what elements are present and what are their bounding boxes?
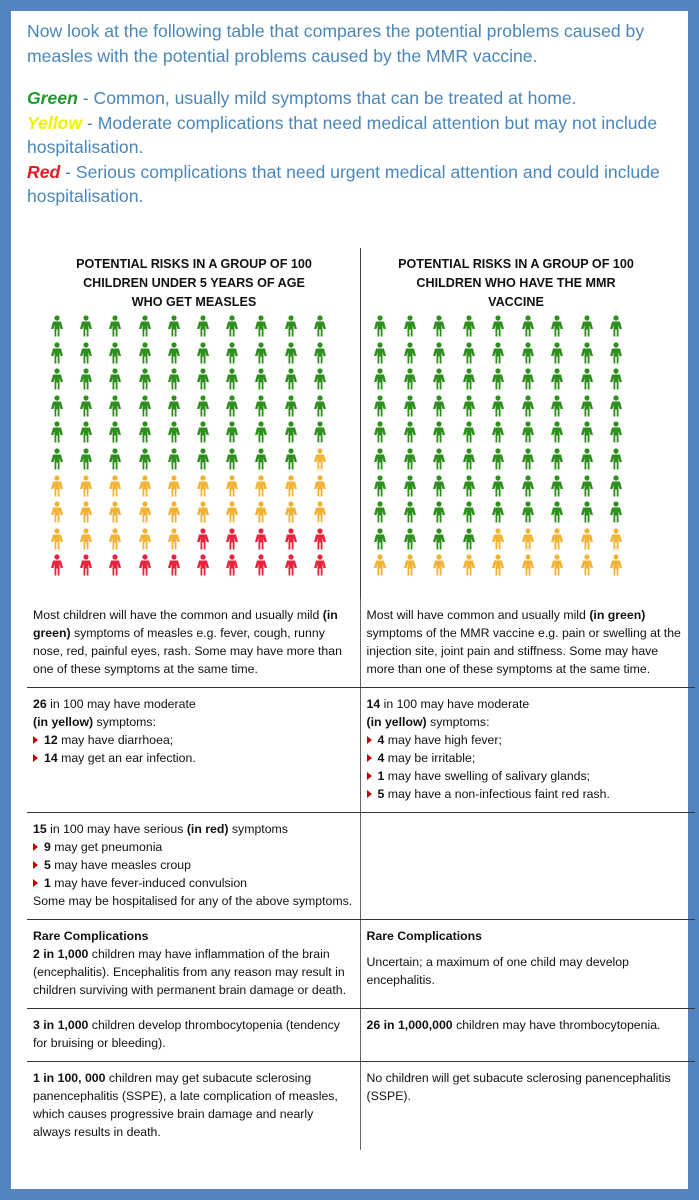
person-icon-green	[108, 368, 122, 390]
person-icon-yellow	[196, 501, 210, 523]
person-icon-green	[373, 342, 387, 364]
person-icon-yellow	[167, 475, 181, 497]
person-icon-red	[138, 554, 152, 576]
person-icon-green	[491, 342, 505, 364]
person-icon-green	[550, 342, 564, 364]
person-icon-green	[403, 421, 417, 443]
comparison-table	[27, 599, 695, 1150]
person-icon-green	[403, 395, 417, 417]
person-icon-red	[167, 554, 181, 576]
person-icon-yellow	[432, 554, 446, 576]
person-icon-green	[432, 501, 446, 523]
person-icon-green	[432, 315, 446, 337]
table-row	[27, 688, 695, 813]
person-icon-green	[373, 395, 387, 417]
person-icon-green	[138, 368, 152, 390]
person-icon-red	[284, 528, 298, 550]
person-icon-green	[167, 448, 181, 470]
list-item: 12 may have diarrhoea;	[33, 731, 354, 749]
person-icon-green	[50, 395, 64, 417]
person-icon-green	[609, 421, 623, 443]
person-icon-green	[609, 315, 623, 337]
table-row	[27, 599, 695, 688]
person-icon-green	[609, 448, 623, 470]
person-icon-yellow	[225, 475, 239, 497]
person-icon-yellow	[313, 501, 327, 523]
measles-thrombocytopenia-cell: 3 in 1,000 children develop thrombocytopenia (tendency for bruising or bleeding).	[27, 1009, 360, 1062]
bullet-arrow-icon	[33, 879, 38, 887]
bullet-arrow-icon	[33, 861, 38, 869]
list-item: 4 may have high fever;	[367, 731, 690, 749]
person-icon-green	[491, 501, 505, 523]
person-icon-green	[491, 421, 505, 443]
bullet-arrow-icon	[33, 754, 38, 762]
person-icon-yellow	[580, 528, 594, 550]
person-icon-green	[138, 315, 152, 337]
person-icon-yellow	[284, 501, 298, 523]
measles-sspe-cell: 1 in 100, 000 children may get subacute sclerosing panencephalitis (SSPE), a late complication of measles, which causes progressive brain damage and nearly always results in death.	[33, 1071, 338, 1139]
person-icon-green	[403, 342, 417, 364]
person-icon-green	[138, 342, 152, 364]
person-icon-yellow	[313, 448, 327, 470]
person-icon-green	[491, 395, 505, 417]
person-icon-yellow	[167, 501, 181, 523]
person-icon-yellow	[521, 554, 535, 576]
person-icon-green	[108, 395, 122, 417]
person-icon-green	[580, 342, 594, 364]
person-icon-green	[491, 368, 505, 390]
vaccine-moderate-cell: 14 in 100 may have moderate (in yellow) symptoms: 4 may have high fever; 4 may be irritable; 1 may have swelling of salivary glands; 5 may have a non-infectious faint red rash.	[360, 688, 695, 813]
bullet-arrow-icon	[367, 736, 372, 744]
person-icon-yellow	[373, 554, 387, 576]
person-icon-green	[225, 368, 239, 390]
person-icon-yellow	[254, 475, 268, 497]
person-icon-green	[167, 368, 181, 390]
person-icon-yellow	[138, 528, 152, 550]
person-icon-green	[254, 421, 268, 443]
person-icon-red	[225, 554, 239, 576]
person-icon-red	[50, 554, 64, 576]
person-icon-green	[432, 421, 446, 443]
person-icon-yellow	[225, 501, 239, 523]
person-icon-green	[550, 501, 564, 523]
person-icon-green	[50, 368, 64, 390]
list-item: 14 may get an ear infection.	[33, 749, 354, 767]
list-item: 4 may be irritable;	[367, 749, 690, 767]
person-icon-green	[521, 315, 535, 337]
person-icon-green	[167, 342, 181, 364]
person-icon-green	[225, 448, 239, 470]
measles-mild-cell: Most children will have the common and usually mild (in green) symptoms of measles e.g. fever, cough, runny nose, red, painful eyes, rash. Some may have more than one of these symptoms at the same time.	[27, 599, 360, 688]
table-row	[27, 1009, 695, 1062]
person-icon-green	[550, 315, 564, 337]
person-icon-green	[167, 421, 181, 443]
person-icon-green	[521, 501, 535, 523]
person-icon-green	[491, 315, 505, 337]
person-icon-green	[254, 315, 268, 337]
person-icon-yellow	[491, 528, 505, 550]
person-icon-green	[521, 395, 535, 417]
person-icon-yellow	[491, 554, 505, 576]
person-icon-yellow	[167, 528, 181, 550]
legend-yellow: Yellow - Moderate complications that need medical attention but may not include hospitalisation.	[27, 112, 658, 157]
person-icon-green	[138, 395, 152, 417]
vaccine-rare-cell: Rare Complications Uncertain; a maximum of one child may develop encephalitis.	[360, 920, 695, 1009]
bullet-arrow-icon	[367, 790, 372, 798]
person-icon-green	[50, 421, 64, 443]
legend-yellow-keyword: Yellow	[27, 112, 83, 133]
legend-red: Red - Serious complications that need urgent medical attention and could include hospitalisation.	[27, 161, 660, 206]
person-icon-green	[580, 395, 594, 417]
person-icon-green	[313, 368, 327, 390]
person-icon-yellow	[609, 528, 623, 550]
person-icon-green	[108, 421, 122, 443]
person-icon-red	[225, 528, 239, 550]
person-icon-green	[462, 342, 476, 364]
bullet-arrow-icon	[33, 736, 38, 744]
person-icon-green	[50, 315, 64, 337]
person-icon-green	[196, 395, 210, 417]
person-icon-green	[284, 448, 298, 470]
person-icon-red	[108, 554, 122, 576]
person-icon-green	[373, 421, 387, 443]
person-icon-green	[79, 448, 93, 470]
person-icon-green	[521, 475, 535, 497]
person-icon-green	[196, 421, 210, 443]
person-icon-green	[313, 315, 327, 337]
person-icon-yellow	[403, 554, 417, 576]
table-row	[27, 1062, 695, 1151]
person-icon-green	[373, 528, 387, 550]
person-icon-green	[373, 501, 387, 523]
person-icon-green	[373, 368, 387, 390]
person-icon-green	[521, 342, 535, 364]
table-row	[27, 920, 695, 1009]
person-icon-green	[225, 315, 239, 337]
person-icon-yellow	[550, 528, 564, 550]
person-icon-green	[462, 528, 476, 550]
person-icon-green	[609, 395, 623, 417]
bullet-arrow-icon	[367, 772, 372, 780]
person-icon-green	[284, 368, 298, 390]
person-icon-green	[462, 501, 476, 523]
bullet-arrow-icon	[367, 754, 372, 762]
person-icon-yellow	[521, 528, 535, 550]
right-column-heading: POTENTIAL RISKS IN A GROUP OF 100 CHILDREN WHO HAVE THE MMR VACCINE	[398, 257, 634, 309]
person-icon-red	[313, 554, 327, 576]
person-icon-green	[550, 395, 564, 417]
person-icon-green	[254, 448, 268, 470]
person-icon-yellow	[108, 528, 122, 550]
vaccine-mild-cell: Most will have common and usually mild (in green) symptoms of the MMR vaccine e.g. pain or swelling at the injection site, joint pain and stiffness. Some may have more than one of these symptoms at the same time.	[360, 599, 695, 688]
person-icon-green	[313, 342, 327, 364]
person-icon-green	[403, 501, 417, 523]
person-icon-yellow	[550, 554, 564, 576]
vaccine-thrombocytopenia-cell: 26 in 1,000,000 children may have thrombocytopenia.	[360, 1009, 695, 1062]
person-icon-green	[580, 368, 594, 390]
intro-text	[27, 19, 697, 209]
person-icon-green	[373, 475, 387, 497]
person-icon-green	[79, 368, 93, 390]
person-icon-green	[550, 368, 564, 390]
person-icon-green	[284, 395, 298, 417]
person-icon-green	[254, 368, 268, 390]
person-icon-green	[108, 315, 122, 337]
person-icon-yellow	[196, 475, 210, 497]
person-icon-green	[580, 501, 594, 523]
person-icon-green	[138, 421, 152, 443]
person-icon-green	[432, 475, 446, 497]
list-item: 1 may have fever-induced convulsion	[33, 874, 354, 892]
person-icon-green	[491, 448, 505, 470]
person-icon-green	[79, 315, 93, 337]
person-icon-green	[462, 475, 476, 497]
person-icon-green	[254, 395, 268, 417]
person-icon-red	[313, 528, 327, 550]
person-icon-red	[284, 554, 298, 576]
person-icon-green	[462, 395, 476, 417]
person-icon-green	[491, 475, 505, 497]
legend-green: Green - Common, usually mild symptoms that can be treated at home.	[27, 88, 577, 108]
person-icon-green	[225, 395, 239, 417]
person-icon-yellow	[50, 501, 64, 523]
person-icon-green	[167, 395, 181, 417]
person-icon-green	[284, 421, 298, 443]
person-icon-red	[196, 528, 210, 550]
person-icon-green	[313, 395, 327, 417]
person-icon-yellow	[254, 501, 268, 523]
person-icon-green	[196, 315, 210, 337]
person-icon-green	[50, 448, 64, 470]
legend-green-keyword: Green	[27, 88, 78, 108]
bullet-arrow-icon	[33, 843, 38, 851]
person-icon-green	[609, 342, 623, 364]
list-item: 1 may have swelling of salivary glands;	[367, 767, 690, 785]
person-icon-green	[432, 368, 446, 390]
person-icon-green	[403, 475, 417, 497]
person-icon-yellow	[462, 554, 476, 576]
person-icon-green	[609, 368, 623, 390]
person-icon-yellow	[284, 475, 298, 497]
person-icon-yellow	[108, 475, 122, 497]
person-icon-red	[196, 554, 210, 576]
person-icon-green	[284, 342, 298, 364]
person-icon-yellow	[50, 475, 64, 497]
person-icon-green	[580, 475, 594, 497]
person-icon-green	[284, 315, 298, 337]
person-icon-green	[79, 421, 93, 443]
measles-rare-cell: Rare Complications 2 in 1,000 children may have inflammation of the brain (encephalitis). Encephalitis from any reason may result in children surviving with permanent brain damage or death.	[27, 920, 360, 1009]
person-icon-green	[580, 448, 594, 470]
person-icon-green	[432, 528, 446, 550]
person-icon-yellow	[108, 501, 122, 523]
person-icon-green	[403, 448, 417, 470]
left-column-heading: POTENTIAL RISKS IN A GROUP OF 100 CHILDREN UNDER 5 YEARS OF AGE WHO GET MEASLES	[76, 257, 312, 309]
person-icon-green	[79, 395, 93, 417]
vaccine-sspe-cell: No children will get subacute sclerosing panencephalitis (SSPE).	[360, 1062, 695, 1151]
person-icon-green	[373, 315, 387, 337]
person-icon-yellow	[50, 528, 64, 550]
vaccine-serious-cell	[360, 813, 695, 920]
person-icon-green	[403, 315, 417, 337]
person-icon-green	[609, 475, 623, 497]
person-icon-green	[521, 448, 535, 470]
person-icon-yellow	[79, 475, 93, 497]
person-icon-red	[79, 554, 93, 576]
person-icon-green	[225, 421, 239, 443]
person-icon-red	[254, 554, 268, 576]
person-icon-green	[521, 421, 535, 443]
legend-red-keyword: Red	[27, 161, 61, 182]
person-icon-green	[225, 342, 239, 364]
person-icon-yellow	[138, 475, 152, 497]
person-icon-green	[462, 368, 476, 390]
person-icon-green	[550, 448, 564, 470]
list-item: 9 may get pneumonia	[33, 838, 354, 856]
person-icon-red	[254, 528, 268, 550]
person-icon-green	[580, 421, 594, 443]
person-icon-green	[462, 315, 476, 337]
person-icon-green	[138, 448, 152, 470]
person-icon-yellow	[580, 554, 594, 576]
person-icon-green	[550, 475, 564, 497]
person-icon-green	[254, 342, 268, 364]
person-icon-green	[462, 421, 476, 443]
person-icon-green	[373, 448, 387, 470]
person-icon-green	[403, 368, 417, 390]
person-icon-green	[50, 342, 64, 364]
person-icon-yellow	[313, 475, 327, 497]
person-icon-green	[108, 342, 122, 364]
person-icon-yellow	[79, 528, 93, 550]
person-icon-green	[313, 421, 327, 443]
person-icon-yellow	[138, 501, 152, 523]
person-icon-green	[79, 342, 93, 364]
list-item: 5 may have a non-infectious faint red rash.	[367, 785, 690, 803]
person-icon-green	[432, 395, 446, 417]
person-icon-yellow	[609, 554, 623, 576]
person-icon-green	[550, 421, 564, 443]
person-icon-green	[196, 368, 210, 390]
person-icon-green	[432, 448, 446, 470]
person-icon-green	[403, 528, 417, 550]
table-row	[27, 813, 695, 920]
person-icon-green	[196, 448, 210, 470]
person-icon-green	[521, 368, 535, 390]
person-icon-green	[462, 448, 476, 470]
person-icon-green	[108, 448, 122, 470]
measles-moderate-cell: 26 in 100 may have moderate (in yellow) symptoms: 12 may have diarrhoea; 14 may get an ear infection.	[27, 688, 360, 813]
person-icon-green	[609, 501, 623, 523]
person-icon-green	[196, 342, 210, 364]
person-icon-green	[432, 342, 446, 364]
measles-serious-cell: 15 in 100 may have serious (in red) symptoms 9 may get pneumonia 5 may have measles croup 1 may have fever-induced convulsion Some may be hospitalised for any of the above symptoms.	[27, 813, 360, 920]
person-icon-yellow	[79, 501, 93, 523]
person-icon-green	[580, 315, 594, 337]
list-item: 5 may have measles croup	[33, 856, 354, 874]
person-icon-green	[167, 315, 181, 337]
intro-paragraph: Now look at the following table that compares the potential problems caused by measles with the potential problems caused by the MMR vaccine.	[27, 21, 645, 66]
